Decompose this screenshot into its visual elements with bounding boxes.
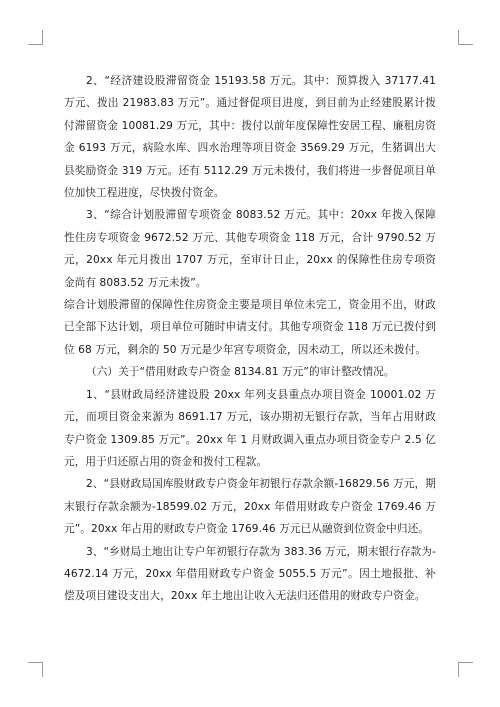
- paragraph-treasury: 2、“县财政局国库股财政专户资金年初银行存款余额-16829.56 万元，期末银行存款余额为-18599.02 万元，20xx 年借用财政专户资金 1769.46 万元”。20xx 年占用的财政专户资金 1769.46 万元已从融资到位资金中归还。: [64, 478, 436, 536]
- crop-mark-top-left: [28, 30, 43, 45]
- paragraph-comprehensive-planning-detail: 综合计划股滞留的保障性住房资金主要是项目单位未完工，资金用不出，财政已全部下达计划，项目单位可随时申请支付。其他专项资金 118 万元已拨付到位 68 万元，剩余的 50 万元是少年宫专项资金，因未动工，所以还未拨付。: [64, 299, 436, 356]
- crop-mark-top-right: [458, 30, 473, 45]
- paragraph-comprehensive-planning: 3、“综合计划股滞留专项资金 8083.52 万元。其中：20xx 年拨入保障性住房专项资金 9672.52 万元、其他专项资金 118 万元，合计 9790.52 万元，20xx 年元月拨出 1707 万元，至审计日止，20xx 的保障性住房专项资金尚有 8083.52 万元未拨”。: [64, 209, 436, 289]
- crop-mark-bottom-left: [28, 662, 43, 677]
- document-body: [64, 70, 436, 608]
- paragraph-economic-construction: 2、“经济建设股滞留资金 15193.58 万元。其中：预算拨入 37177.41 万元、拨出 21983.83 万元”。通过督促项目进度，到目前为止经建股累计拨付滞留资金 10081.29 万元，其中：拨付以前年度保障性安居工程、廉租房资金 6193 万元，病险水库、四水治理等项目资金 3569.29 万元，生猪调出大县奖励资金 319 万元。还有 5112.29 万元未拨付，我们将进一步督促项目单位加快工程进度，尽快拨付资金。: [64, 75, 436, 200]
- crop-mark-bottom-right: [458, 662, 473, 677]
- section-heading-borrowed-funds: （六）关于“借用财政专户资金 8134.81 万元”的审计整改情况。: [86, 366, 395, 379]
- paragraph-land-transfer: 3、“乡财局土地出让专户年初银行存款为 383.36 万元，期末银行存款为-4672.14 万元，20xx 年借用财政专户资金 5055.5 万元”。因土地报批、补偿及项目建设支出大，20xx 年土地出让收入无法归还借用的财政专户资金。: [64, 545, 436, 603]
- paragraph-key-project-office: 1、“县财政局经济建设股 20xx 年列支县重点办项目资金 10001.02 万元，而项目资金来源为 8691.17 万元，该办期初无银行存款，当年占用财政专户资金 1309.85 万元”。20xx 年 1 月财政调入重点办项目资金专户 2.5 亿元，用于归还原占用的资金和拨付工程款。: [64, 388, 436, 468]
